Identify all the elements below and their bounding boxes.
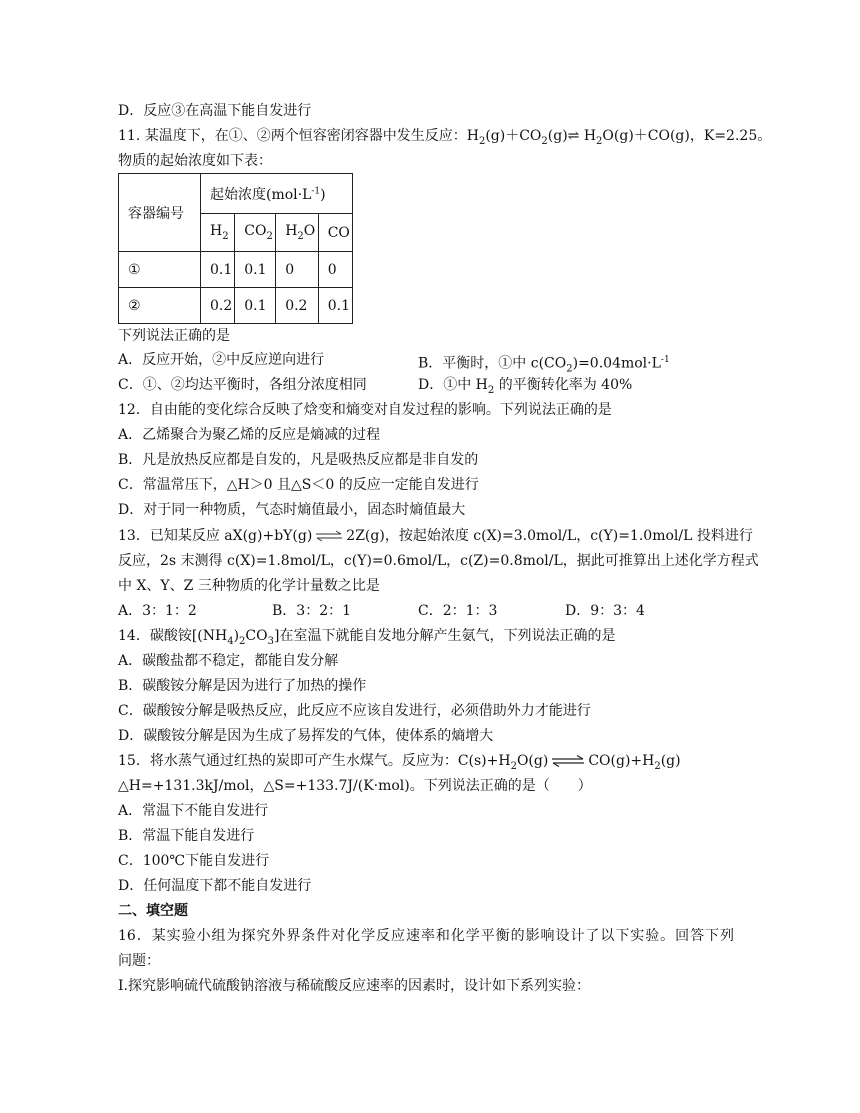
q12-option-c: C．常温常压下，△H＞0 且△S＜0 的反应一定能自发进行 [118,477,479,493]
q11-stem: 11. 某温度下，在①、②两个恒容密闭容器中发生反应：$H_2(g)+CO_2(g)\rightleftharpoons$ $H_2O(g)+CO(g)$，K=2.25。 [118,128,772,147]
q12-option-b: B．凡是放热反应都是自发的，凡是吸热反应都是非自发的 [118,452,479,468]
table-cell: 0.1 [235,288,276,324]
table-header-co: CO [318,214,352,252]
q14-option-c: C．碳酸铵分解是吸热反应，此反应不应该自发进行，必须借助外力才能进行 [118,703,591,719]
q13-option-c: C．2：1：3 [418,603,498,619]
table-header-h2: $H_2$ [201,214,235,252]
table-cell: ② [119,288,201,324]
table-row [119,252,353,288]
q14-option-d: D．碳酸铵分解是因为生成了易挥发的气体，使体系的熵增大 [118,728,494,744]
q15-option-d: D．任何温度下都不能自发进行 [118,878,312,894]
table-header-container: 容器编号 [119,174,201,252]
q15-option-a: A．常温下不能自发进行 [118,803,269,819]
q16-stem-line2: 问题： [118,953,160,969]
q16-stem-line3: I.探究影响硫代硫酸钠溶液与稀硫酸反应速率的因素时，设计如下系列实验： [118,978,590,994]
q13-option-d: D．9：3：4 [565,603,645,619]
table-row [119,288,353,324]
q15-stem-line1: 15．将水蒸气通过红热的炭即可产生水煤气。反应为：$C(s)+H_2O(g)$ $CO(g)+H_2(g)$ [118,753,681,772]
table-cell: 0 [318,252,352,288]
q11-concentration-table [118,173,353,324]
q11-prompt: 下列说法正确的是 [118,328,230,344]
q13-option-a: A．3：1：2 [118,603,197,619]
table-cell: ① [119,252,201,288]
q12-stem: 12．自由能的变化综合反映了焓变和熵变对自发过程的影响。下列说法正确的是 [118,402,612,418]
table-cell: 0.1 [201,252,235,288]
q15-option-b: B．常温下能自发进行 [118,828,255,844]
q12-option-d: D．对于同一种物质，气态时熵值最小，固态时熵值最大 [118,502,466,518]
reversible-arrow-icon [314,530,344,542]
table-cell: 0.2 [276,288,319,324]
table-header-h2o: $H_2O$ [276,214,319,252]
q11-option-d: D．①中 $H_2$ 的平衡转化率为 40% [418,377,633,396]
q14-stem: 14．碳酸铵$[(NH_4)_2CO_3]$在室温下就能自发地分解产生氨气，下列说法正确的是 [118,628,616,647]
q10-option-d: D．反应③在高温下能自发进行 [118,103,312,119]
q13-stem-line3: 中 X、Y、Z 三种物质的化学计量数之比是 [118,578,380,594]
q16-stem-line1: 16．某实验小组为探究外界条件对化学反应速率和化学平衡的影响设计了以下实验。回答下列 [118,928,734,944]
section-heading-fill-in: 二、填空题 [118,903,188,919]
table-cell: 0.2 [201,288,235,324]
q12-option-a: A．乙烯聚合为聚乙烯的反应是熵减的过程 [118,427,381,443]
q14-option-b: B．碳酸铵分解是因为进行了加热的操作 [118,678,367,694]
table-cell: 0.1 [318,288,352,324]
q13-stem-line1: 13．已知某反应 aX(g)+bY(g) 2Z(g)，按起始浓度 c(X)=3.0mol/L，c(Y)=1.0mol/L 投料进行 [118,528,753,544]
table-header-concentration: 起始浓度$(mol\cdot L^{-1})$ [201,174,353,214]
q13-option-b: B．3：2：1 [272,603,352,619]
table-header-co2: $CO_2$ [235,214,276,252]
q11-stem-line2: 物质的起始浓度如下表： [118,153,272,169]
q11-option-a: A．反应开始，②中反应逆向进行 [118,352,325,368]
q13-stem-line2: 反应，2s 末测得 c(X)=1.8mol/L，c(Y)=0.6mol/L，c(Z)=0.8mol/L，据此可推算出上述化学方程式 [118,553,759,569]
equilibrium-arrow-icon [550,755,586,767]
q15-stem-line2: △H=+131.3kJ/mol，△S=+133.7J/(K·mol)。下列说法正确的是（ ） [118,778,592,794]
q11-option-c: C．①、②均达平衡时，各组分浓度相同 [118,377,367,393]
q15-option-c: C．100℃下能自发进行 [118,853,270,869]
q14-option-a: A．碳酸盐都不稳定，都能自发分解 [118,653,339,669]
table-cell: 0.1 [235,252,276,288]
q11-option-b: B．平衡时，①中 $c(CO_2)=0.04mol\cdot L^{-1}$ [418,355,670,375]
table-cell: 0 [276,252,319,288]
